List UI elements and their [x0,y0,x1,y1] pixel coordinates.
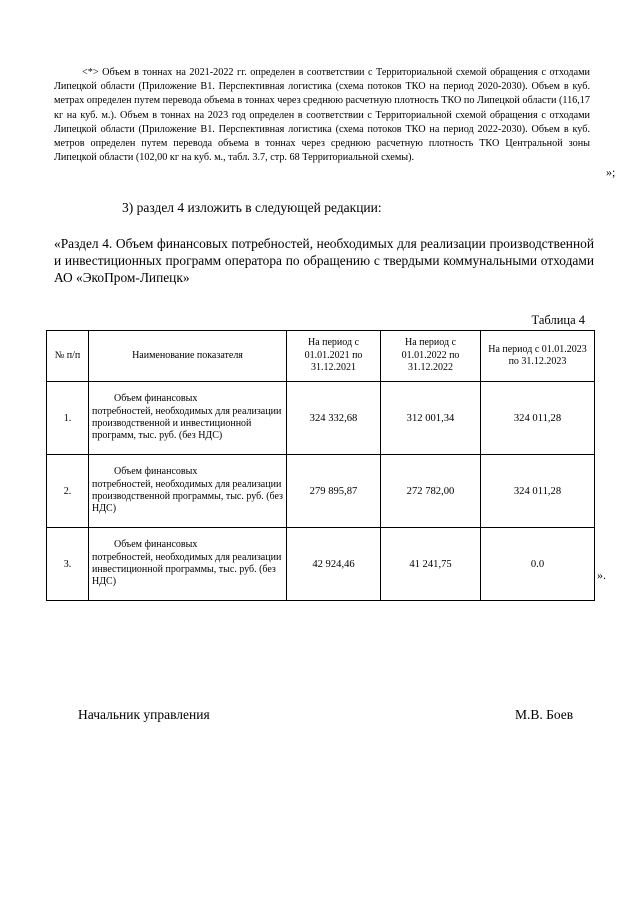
header-name: Наименование показателя [89,331,287,382]
row-number: 1. [47,382,89,455]
row-value-2023: 324 011,28 [481,382,595,455]
row-value-2021: 279 895,87 [287,455,381,528]
row-indicator-name [89,382,287,455]
row-indicator-name-rest: потребностей, необходимых для реализации производственной программы, тыс. руб. (без НДС) [92,478,283,515]
row-value-2022: 272 782,00 [381,455,481,528]
row-indicator-name [89,455,287,528]
row-indicator-name-first: Объем финансовых [114,466,198,478]
header-period-2022: На период с 01.01.2022 по 31.12.2022 [381,331,481,382]
row-number: 2. [47,455,89,528]
footnote-text: <*> Объем в тоннах на 2021-2022 гг. определен в соответствии с Территориальной схемой обращения с отходами Липецкой области (Приложение В1. Перспективная логистика (схема потоков ТКО на период 2020-2030). Объем в куб. метрах определен путем перевода объема в тоннах через среднюю расчетную плотность ТКО по Липецкой области (116,17 кг на куб. м.). Объем в тоннах на 2023 год определен в соответствии с Территориальной схемой обращения с отходами Липецкой области (Приложение В1. Перспективная логистика (схема потоков ТКО на период 2022-2030). Объем в куб. метров определен путем перевода объема в тоннах через среднюю расчетную плотность ТКО Центральной зоны Липецкой области (102,00 кг на куб. м., табл. 3.7, стр. 68 Территориальной схемы). [54,67,590,164]
table-row [47,382,595,455]
row-indicator-name-first: Объем финансовых [114,393,198,405]
signatory-name: М.В. Боев [515,707,574,722]
row-indicator-name [89,528,287,601]
header-period-2023: На период с 01.01.2023 по 31.12.2023 [481,331,595,382]
row-indicator-name-rest: потребностей, необходимых для реализации производственной и инвестиционной программ, тыс. руб. (без НДС) [92,405,282,442]
row-indicator-name-rest: потребностей, необходимых для реализации инвестиционной программы, тыс. руб. (без НДС) [92,551,282,588]
table-caption: Таблица 4 [531,313,585,327]
header-period-2021: На период с 01.01.2021 по 31.12.2021 [287,331,381,382]
row-number: 3. [47,528,89,601]
table-row [47,528,595,601]
row-value-2022: 312 001,34 [381,382,481,455]
row-value-2023: 324 011,28 [481,455,595,528]
section-title: «Раздел 4. Объем финансовых потребностей, необходимых для реализации производственной и инвестиционных программ оператора по обращению с твердыми коммунальными отходами АО «ЭкоПром-Липецк» [54,236,594,285]
row-value-2023: 0.0 [481,528,595,601]
table-row [47,455,595,528]
header-num: № п/п [47,331,89,382]
amendment-item-3: 3) раздел 4 изложить в следующей редакции: [122,200,382,215]
footnote-closing-quote: »; [606,165,616,179]
table-header-row [47,331,595,382]
table-closing-quote: ». [597,568,606,582]
row-indicator-name-first: Объем финансовых [114,539,198,551]
financial-needs-table [46,330,595,601]
row-value-2021: 324 332,68 [287,382,381,455]
row-value-2022: 41 241,75 [381,528,481,601]
row-value-2021: 42 924,46 [287,528,381,601]
signatory-position: Начальник управления [78,707,210,722]
